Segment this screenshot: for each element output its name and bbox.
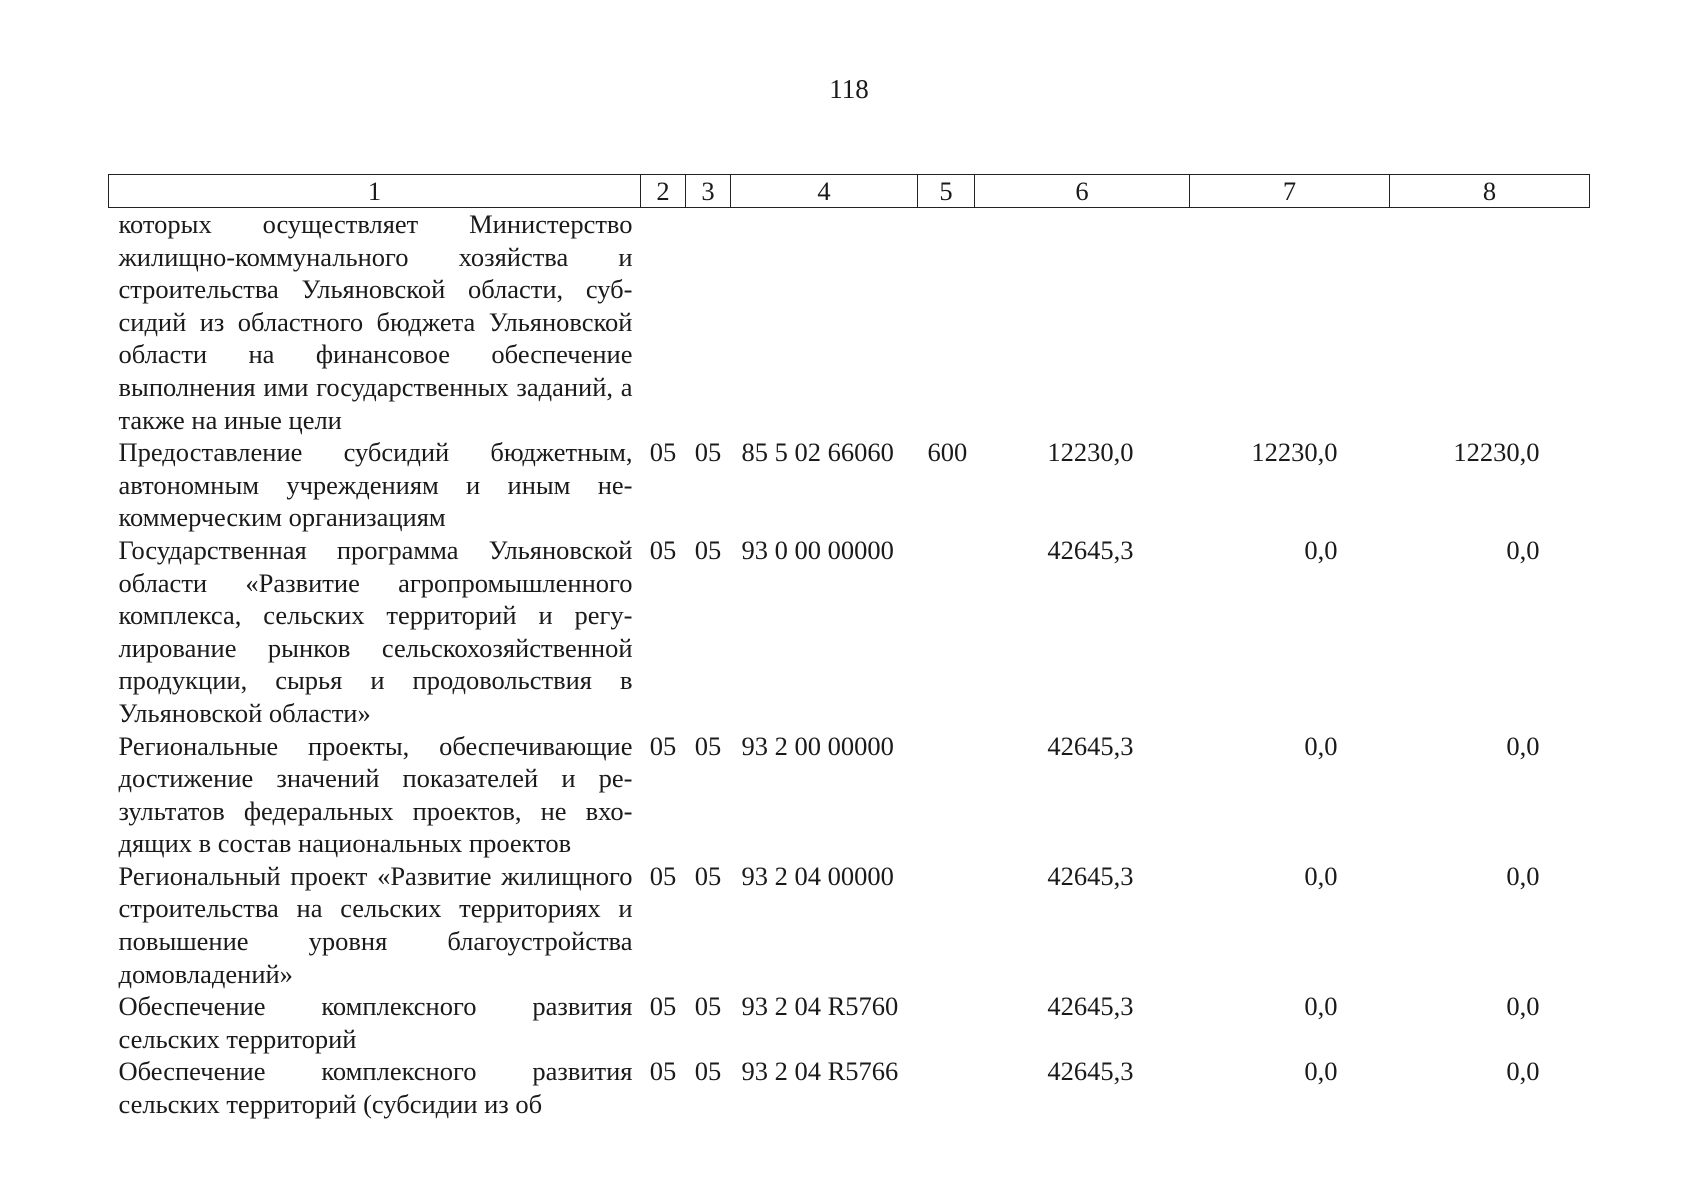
row-subsection: 05 <box>694 991 722 1022</box>
row-subsection: 05 <box>694 534 722 565</box>
row-amount-col7: 0,0 <box>1304 860 1338 891</box>
row-subsection: 05 <box>694 437 722 468</box>
column-header-6: 6 <box>975 175 1190 208</box>
row-amount-col6: 42645,3 <box>1047 730 1134 761</box>
row-description: Предоставление субсидий бюджетным, автономным учреждениям и иным некоммерческим организациям <box>118 437 633 533</box>
row-expense-type <box>918 1055 975 1120</box>
header-row <box>109 175 1590 208</box>
row-target-code: 93 2 04 00000 <box>741 860 894 891</box>
row-amount-col8 <box>1390 208 1590 437</box>
row-amount-col6: 42645,3 <box>1047 534 1134 565</box>
row-amount-col8: 0,0 <box>1506 534 1540 565</box>
row-amount-col6 <box>975 208 1190 437</box>
row-subsection <box>686 208 731 437</box>
row-expense-type: 600 <box>927 437 968 468</box>
column-header-5: 5 <box>918 175 975 208</box>
row-expense-type <box>918 208 975 437</box>
column-header-7: 7 <box>1190 175 1390 208</box>
row-target-code: 85 5 02 66060 <box>741 437 894 468</box>
column-header-8: 8 <box>1390 175 1590 208</box>
row-amount-col6: 42645,3 <box>1047 1056 1134 1087</box>
page-number: 118 <box>829 74 869 104</box>
column-header-4: 4 <box>731 175 918 208</box>
row-amount-col6: 42645,3 <box>1047 991 1134 1022</box>
table-row <box>109 730 1590 860</box>
table-row <box>109 990 1590 1055</box>
row-section <box>641 208 686 437</box>
row-expense-type <box>918 990 975 1055</box>
row-amount-col7: 0,0 <box>1304 991 1338 1022</box>
table-header <box>109 175 1590 208</box>
row-expense-type <box>918 730 975 860</box>
row-section: 05 <box>649 730 677 761</box>
row-amount-col7: 12230,0 <box>1251 437 1338 468</box>
column-header-1: 1 <box>109 175 641 208</box>
row-amount-col8: 0,0 <box>1506 730 1540 761</box>
table-row <box>109 860 1590 990</box>
row-target-code: 93 2 00 00000 <box>741 730 894 761</box>
row-subsection: 05 <box>694 730 722 761</box>
column-header-3: 3 <box>686 175 731 208</box>
table-row <box>109 208 1590 437</box>
table-row <box>109 534 1590 730</box>
row-target-code: 93 2 04 R5766 <box>741 1056 899 1087</box>
row-amount-col8: 0,0 <box>1506 1056 1540 1087</box>
row-target-code: 93 2 04 R5760 <box>741 991 899 1022</box>
row-amount-col7: 0,0 <box>1304 1056 1338 1087</box>
row-section: 05 <box>649 991 677 1022</box>
row-subsection: 05 <box>694 860 722 891</box>
row-target-code: 93 0 00 00000 <box>741 534 894 565</box>
row-description: Государственная программа Ульяновской области «Развитие агропромышленного комплекса, сельских территорий и регулирование рынков сельскохозяйственной продукции, сырья и продовольствия в Ульяновской области» <box>118 534 633 728</box>
row-section: 05 <box>649 860 677 891</box>
row-amount-col7: 0,0 <box>1304 534 1338 565</box>
table-row <box>109 1055 1590 1120</box>
row-expense-type <box>918 534 975 730</box>
row-description: которых осуществляет Министерство жилищно-коммунального хозяйства и строительства Ульяновской области, субсидий из областного бюджета Ульяновской области на финансовое обеспечение выполнения ими государственных заданий, а также на иные цели <box>118 209 633 435</box>
row-section: 05 <box>649 1056 677 1087</box>
row-section: 05 <box>649 437 677 468</box>
row-expense-type <box>918 860 975 990</box>
table-body <box>109 208 1590 1121</box>
row-description: Обеспечение комплексного развития сельских территорий (субсидии из об <box>118 1056 633 1120</box>
row-amount-col8: 0,0 <box>1506 860 1540 891</box>
table-row <box>109 436 1590 534</box>
row-amount-col7: 0,0 <box>1304 730 1338 761</box>
budget-table <box>108 174 1590 1121</box>
row-amount-col8: 12230,0 <box>1453 437 1540 468</box>
row-subsection: 05 <box>694 1056 722 1087</box>
column-header-2: 2 <box>641 175 686 208</box>
row-amount-col6: 42645,3 <box>1047 860 1134 891</box>
row-description: Региональные проекты, обеспечивающие достижение значений показателей и результатов федеральных проектов, не входящих в состав национальных проектов <box>118 730 633 859</box>
row-amount-col7 <box>1190 208 1390 437</box>
row-description: Обеспечение комплексного развития сельских территорий <box>118 991 633 1054</box>
row-amount-col6: 12230,0 <box>1047 437 1134 468</box>
row-description: Региональный проект «Развитие жилищного строительства на сельских территориях и повышение уровня благоустройства домовладений» <box>118 860 633 989</box>
row-amount-col8: 0,0 <box>1506 991 1540 1022</box>
row-section: 05 <box>649 534 677 565</box>
row-target-code <box>731 208 918 437</box>
